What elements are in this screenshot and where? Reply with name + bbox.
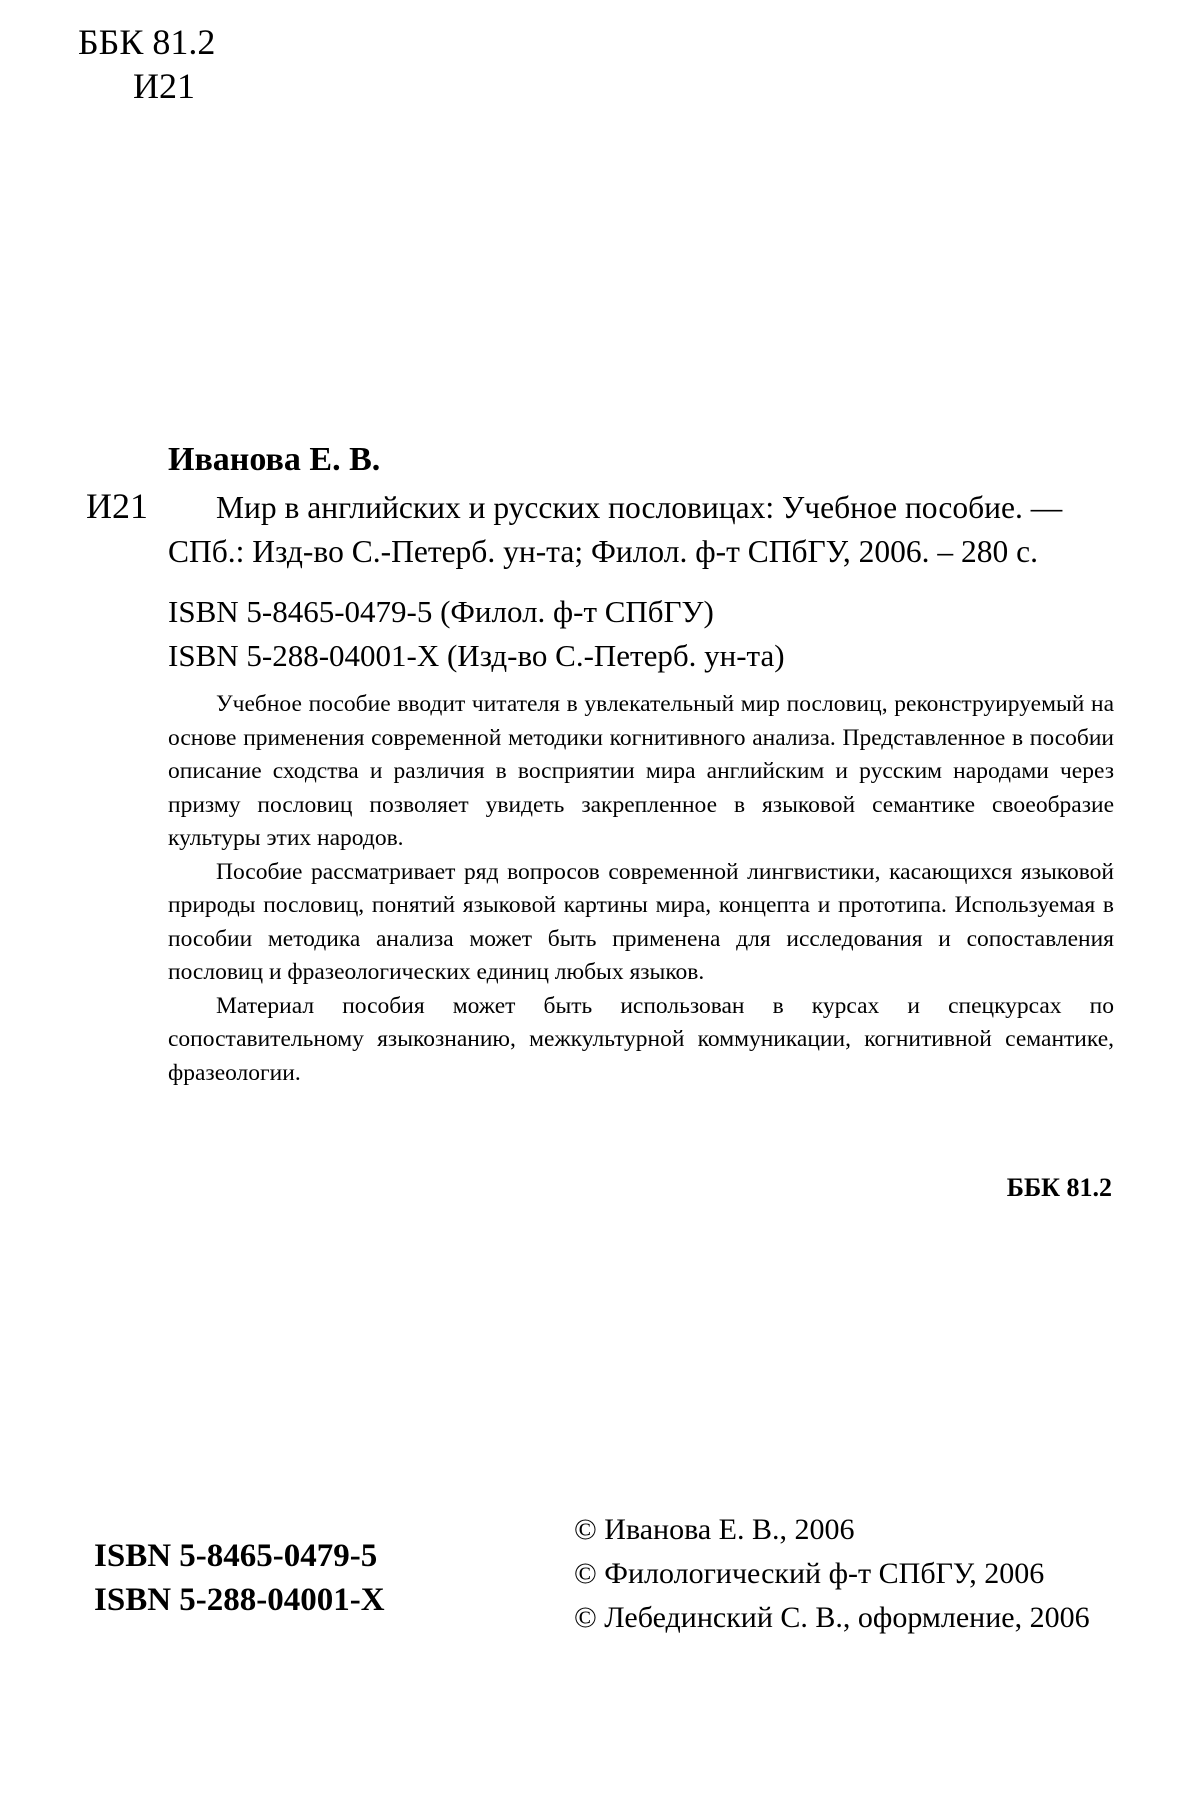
copyright-design: © Лебединский С. В., оформление, 2006 — [574, 1601, 1090, 1634]
isbn-university-press: ISBN 5-288-04001-X (Изд-во С.-Петерб. ун-та) — [168, 638, 785, 673]
copyright-faculty: © Филологический ф-т СПбГУ, 2006 — [574, 1557, 1045, 1590]
footer-isbn-philology: ISBN 5-8465-0479-5 — [94, 1538, 378, 1574]
footer-isbn-university-press: ISBN 5-288-04001-X — [94, 1582, 385, 1618]
isbn-list — [168, 590, 785, 678]
classification-bbk: ББК 81.2 — [1006, 1173, 1112, 1202]
author-name: Иванова Е. В. — [168, 441, 381, 478]
annotation-paragraph: Пособие рассматривает ряд вопросов современной лингвистики, касающихся языковой природы пословиц, понятий языковой картины мира, концепта и прототипа. Используемая в пособии методика анализа может быть применена для исследования и сопоставления пословиц и фразеологических единиц любых языков. — [168, 858, 1114, 985]
annotation — [168, 688, 1114, 1090]
bibliographic-description — [168, 486, 1114, 574]
entry-author-code: И21 — [86, 486, 148, 526]
annotation-paragraph: Материал пособия может быть использован в курсах и спецкурсах по сопоставительному языкознанию, межкультурной коммуникации, когнитивной семантике, фразеологии. — [168, 992, 1114, 1086]
copyright-list — [574, 1508, 1090, 1640]
footer-isbn-list — [94, 1534, 385, 1622]
header-author-code: И21 — [133, 66, 195, 106]
title-line: Мир в английских и русских пословицах: Учебное пособие. — — [216, 490, 1063, 525]
isbn-philology: ISBN 5-8465-0479-5 (Филол. ф-т СПбГУ) — [168, 594, 714, 629]
copyright-author: © Иванова Е. В., 2006 — [574, 1513, 855, 1546]
header-bbk-code: ББК 81.2 — [78, 22, 216, 62]
imprint-line: СПб.: Изд-во С.-Петерб. ун-та; Филол. ф-т СПбГУ, 2006. – 280 с. — [168, 534, 1039, 569]
annotation-paragraph: Учебное пособие вводит читателя в увлекательный мир пословиц, реконструируемый на основе применения современной методики когнитивного анализа. Представленное в пособии описание сходства и различия в восприятии мира английским и русским народами через призму пословиц позволяет увидеть закрепленное в языковой семантике своеобразие культуры этих народов. — [168, 691, 1114, 851]
